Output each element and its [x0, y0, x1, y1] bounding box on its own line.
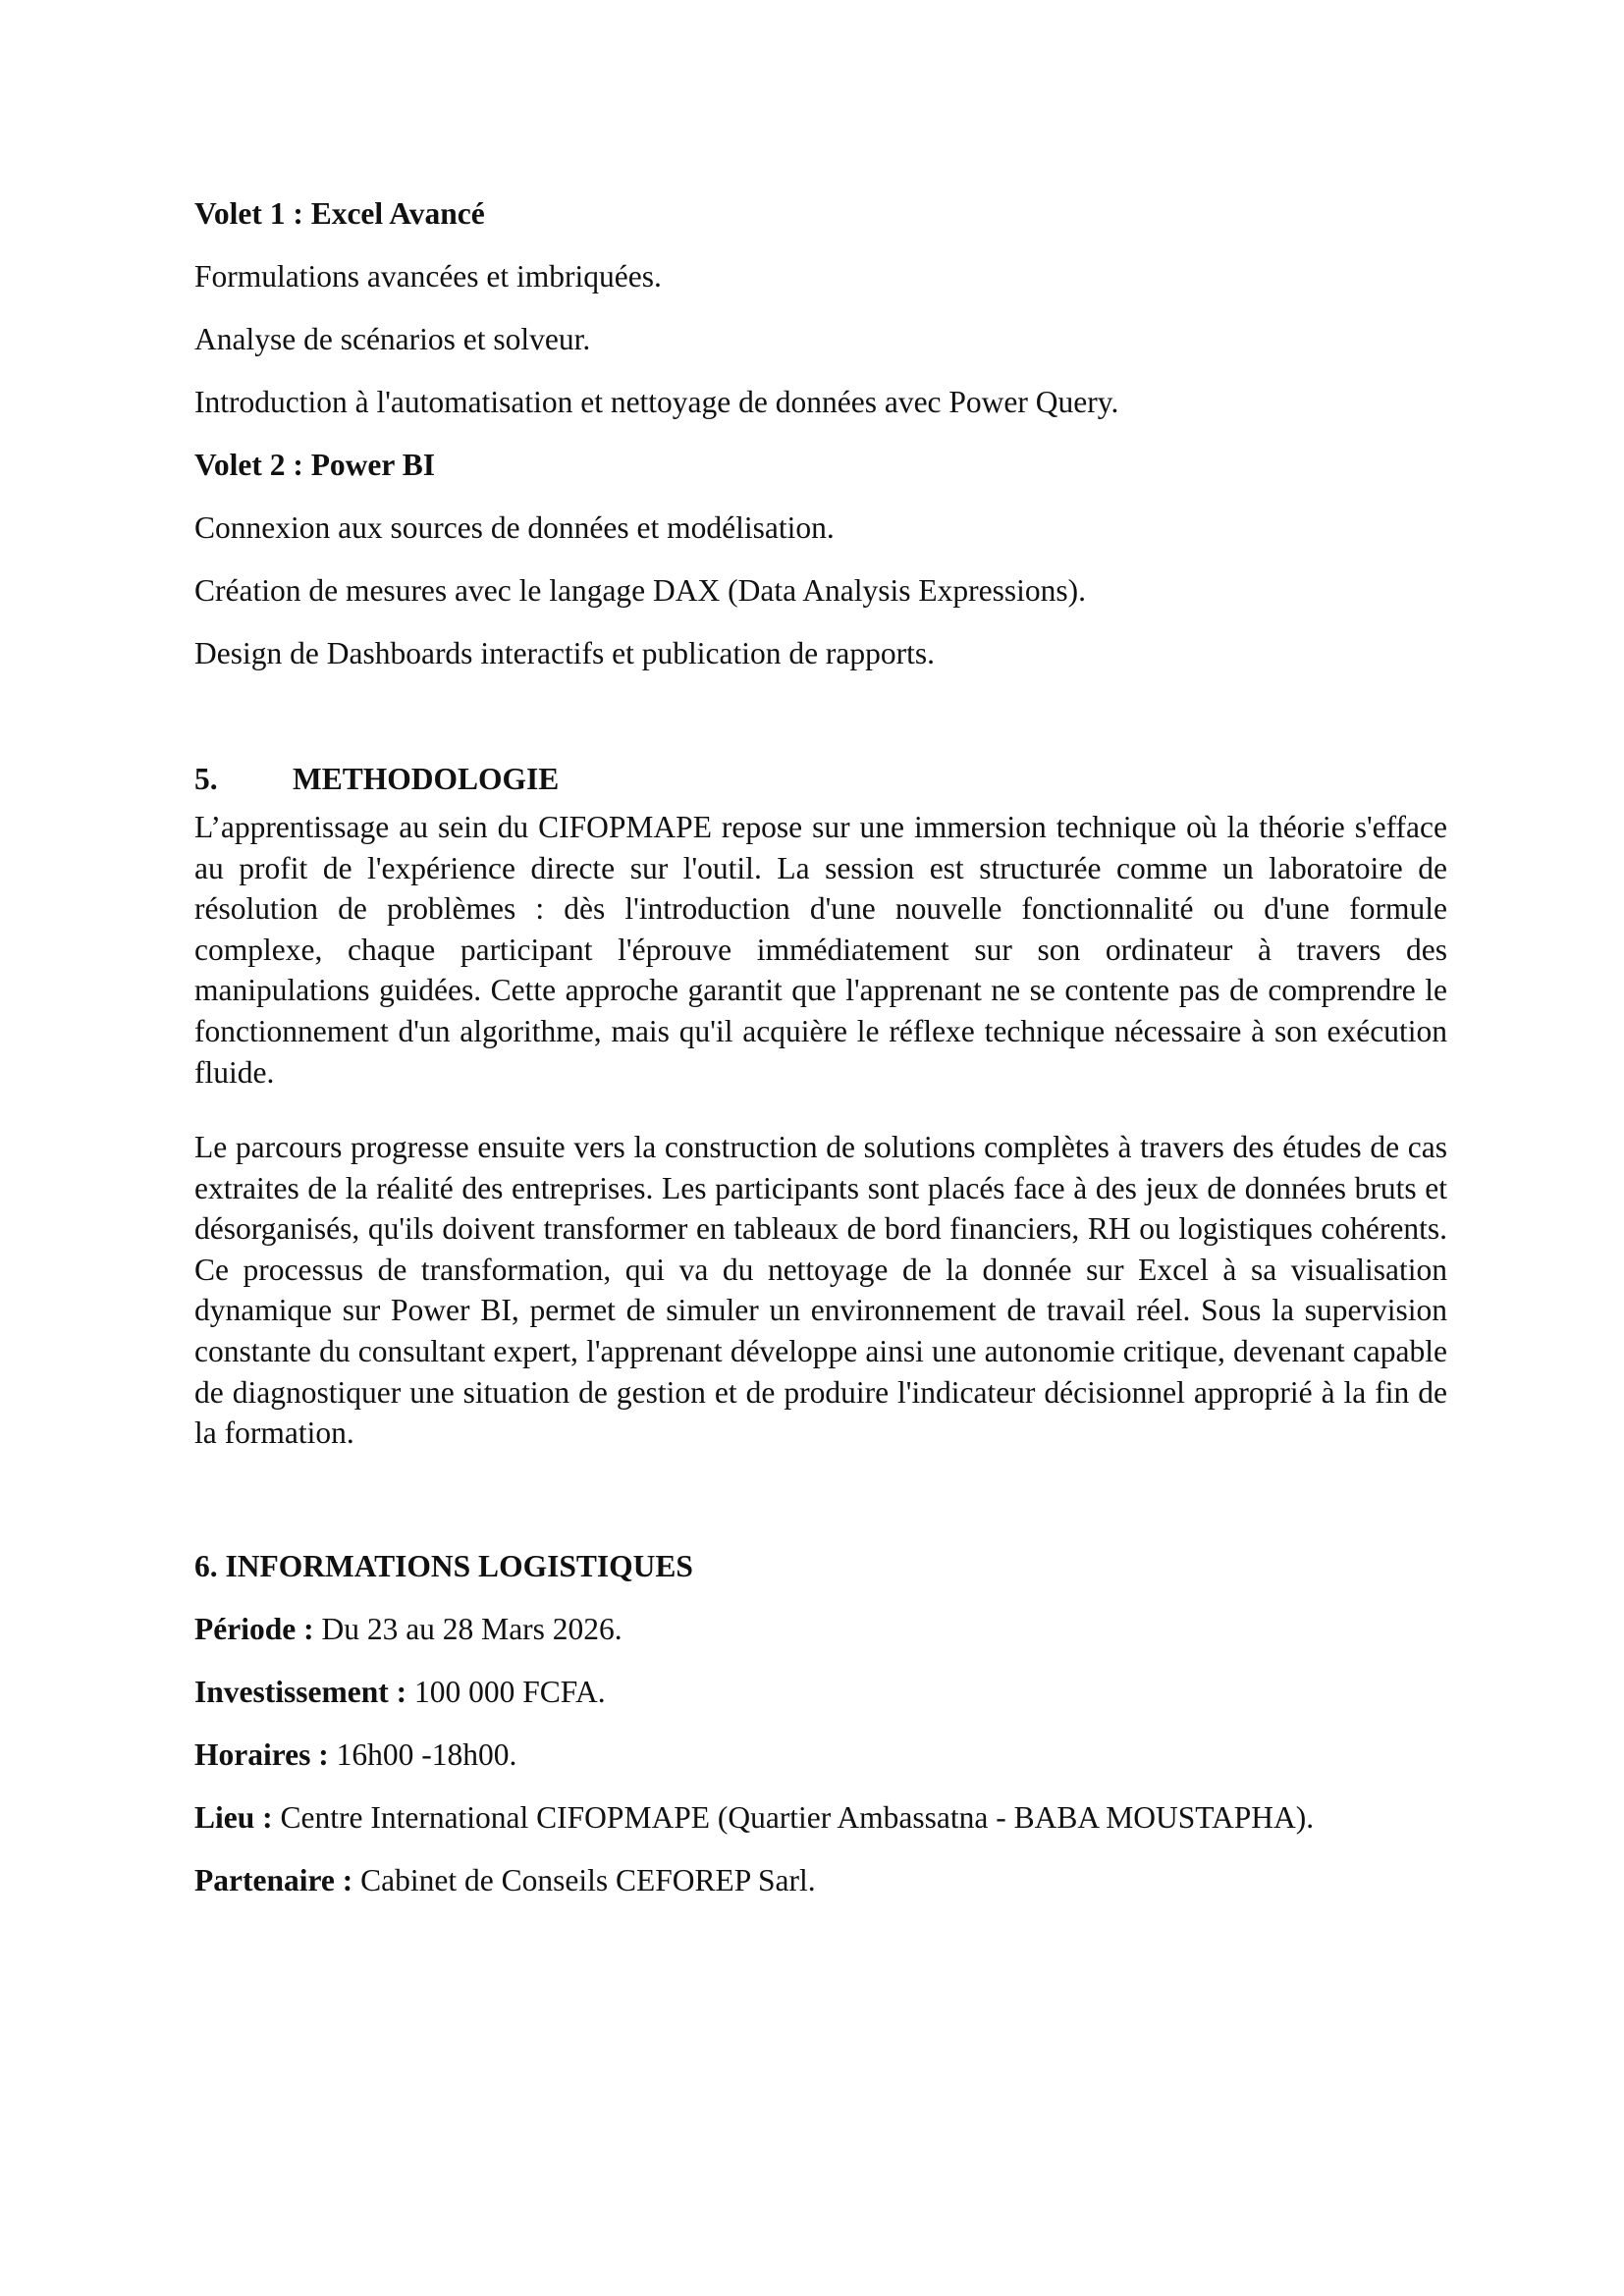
methodologie-paragraph: Le parcours progresse ensuite vers la construction de solutions complètes à travers des études de cas extraites de la réalité des entreprises. Les participants sont placés face à des jeux de données bruts et désorganisés, qu'ils doivent transformer en tableaux de bord financiers, RH ou logistiques cohérents. Ce processus de transformation, qui va du nettoyage de la donnée sur Excel à sa visualisation dynamique sur Power BI, permet de simuler un environnement de travail réel. Sous la supervision constante du consultant expert, l'apprenant développe ainsi une autonomie critique, devenant capable de diagnostiquer une situation de gestion et de produire l'indicateur décisionnel approprié à la fin de la formation.	[194, 1130, 1447, 1451]
section-number: 5.	[194, 762, 218, 796]
item-label: Horaires :	[194, 1737, 329, 1772]
logistique-item-horaires	[194, 1735, 516, 1775]
section-title: METHODOLOGIE	[293, 762, 560, 796]
logistique-item-partenaire	[194, 1861, 816, 1900]
volet-1-item: Introduction à l'automatisation et nettoyage de données avec Power Query.	[194, 385, 1119, 419]
volet-1-heading: Volet 1 : Excel Avancé	[194, 196, 485, 231]
logistique-item-periode	[194, 1610, 623, 1649]
volet-2-item: Connexion aux sources de données et modélisation.	[194, 510, 835, 545]
item-label: Période :	[194, 1612, 314, 1646]
item-value: Du 23 au 28 Mars 2026.	[313, 1612, 623, 1646]
logistique-heading: 6. INFORMATIONS LOGISTIQUES	[194, 1549, 693, 1583]
item-value: 100 000 FCFA.	[406, 1675, 606, 1709]
item-value: 16h00 -18h00.	[328, 1737, 517, 1772]
item-value: Cabinet de Conseils CEFOREP Sarl.	[352, 1863, 816, 1897]
volet-2-item: Création de mesures avec le langage DAX (Data Analysis Expressions).	[194, 573, 1086, 608]
volet-1-item: Analyse de scénarios et solveur.	[194, 322, 591, 356]
methodologie-paragraph: L’apprentissage au sein du CIFOPMAPE repose sur une immersion technique où la théorie s'efface au profit de l'expérience directe sur l'outil. La session est structurée comme un laboratoire de résolution de problèmes : dès l'introduction d'une nouvelle fonctionnalité ou d'une formule complexe, chaque participant l'éprouve immédiatement sur son ordinateur à travers des manipulations guidées. Cette approche garantit que l'apprenant ne se contente pas de comprendre le fonctionnement d'un algorithme, mais qu'il acquière le réflexe technique nécessaire à son exécution fluide.	[194, 810, 1447, 1090]
item-label: Investissement :	[194, 1675, 407, 1709]
logistique-item-lieu	[194, 1798, 1314, 1838]
item-label: Lieu :	[194, 1800, 273, 1835]
volet-2-item: Design de Dashboards interactifs et publication de rapports.	[194, 636, 936, 670]
item-value: Centre International CIFOPMAPE (Quartier Ambassatna - BABA MOUSTAPHA).	[272, 1800, 1315, 1835]
methodologie-heading	[194, 760, 559, 799]
volet-2-heading: Volet 2 : Power BI	[194, 448, 435, 482]
volet-1-item: Formulations avancées et imbriquées.	[194, 259, 662, 294]
logistique-item-investissement	[194, 1673, 606, 1712]
item-label: Partenaire :	[194, 1863, 353, 1897]
